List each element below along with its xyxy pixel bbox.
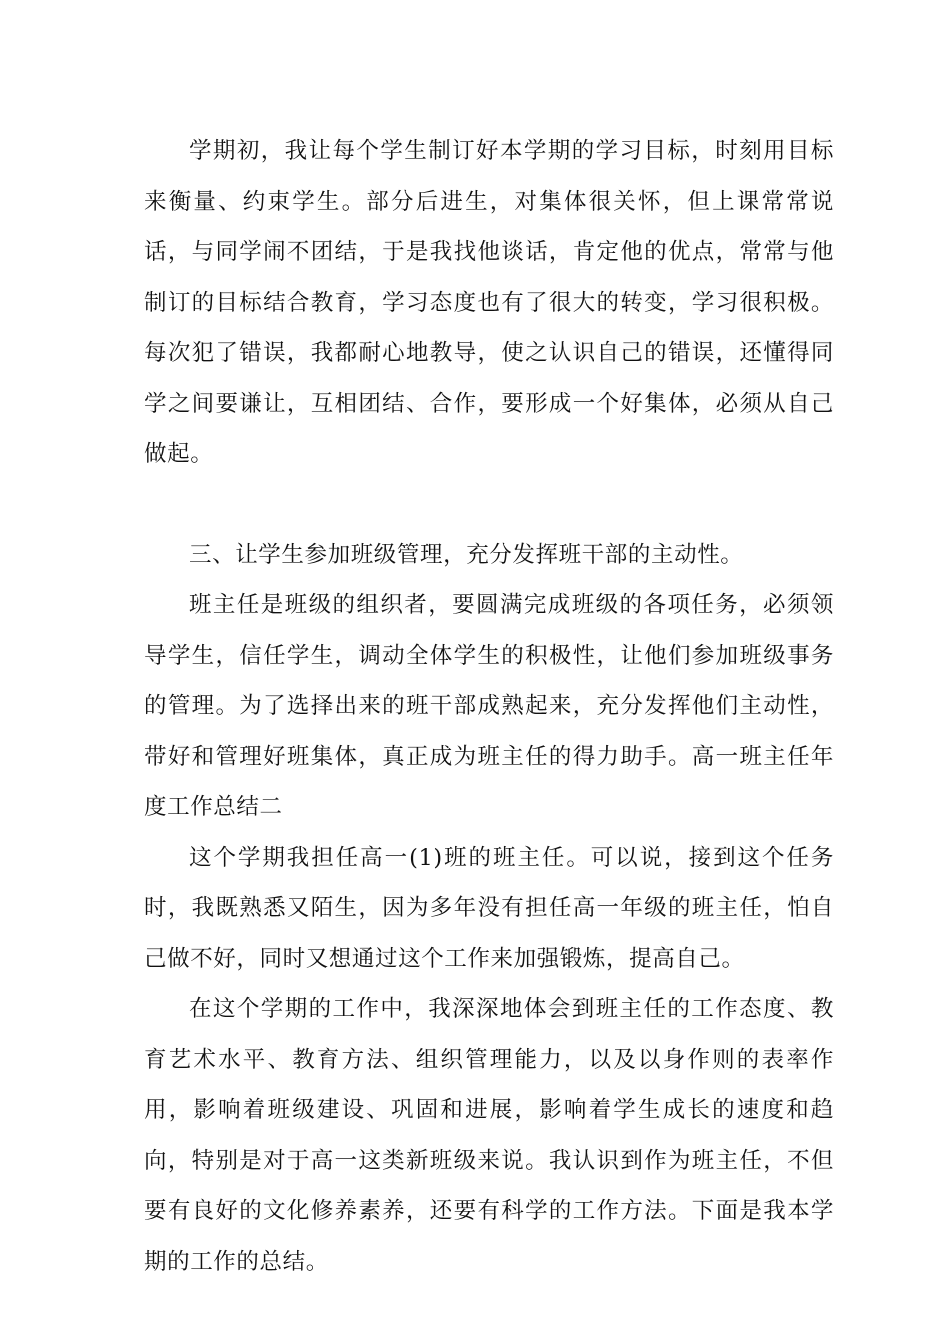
paragraph-class-management: 班主任是班级的组织者，要圆满完成班级的各项任务，必须领导学生，信任学生，调动全体学生的积极性，让他们参加班级事务的管理。为了选择出来的班干部成熟起来，充分发挥他们主动性，带好和管理好班集体，真正成为班主任的得力助手。高一班主任年度工作总结二 bbox=[144, 592, 834, 820]
paragraph-new-semester: 这个学期我担任高一(1)班的班主任。可以说，接到这个任务时，我既熟悉又陌生，因为多年没有担任高一年级的班主任，怕自己做不好，同时又想通过这个工作来加强锻炼，提高自己。 bbox=[144, 844, 834, 972]
paragraph-reflection: 在这个学期的工作中，我深深地体会到班主任的工作态度、教育艺术水平、教育方法、组织管理能力，以及以身作则的表率作用，影响着班级建设、巩固和进展，影响着学生成长的速度和趋向，特别是对于高一这类新班级来说。我认识到作为班主任，不但要有良好的文化修养素养，还要有科学的工作方法。下面是我本学期的工作的总结。 bbox=[144, 996, 834, 1275]
paragraph-goals: 学期初，我让每个学生制订好本学期的学习目标，时刻用目标来衡量、约束学生。部分后进生，对集体很关怀，但上课常常说话，与同学闹不团结，于是我找他谈话，肯定他的优点，常常与他制订的目标结合教育，学习态度也有了很大的转变，学习很积极。每次犯了错误，我都耐心地教导，使之认识自己的错误，还懂得同学之间要谦让，互相团结、合作，要形成一个好集体，必须从自己做起。 bbox=[144, 138, 834, 467]
section-heading-3: 三、让学生参加班级管理，充分发挥班干部的主动性。 bbox=[189, 541, 744, 568]
document-body bbox=[144, 126, 834, 1287]
